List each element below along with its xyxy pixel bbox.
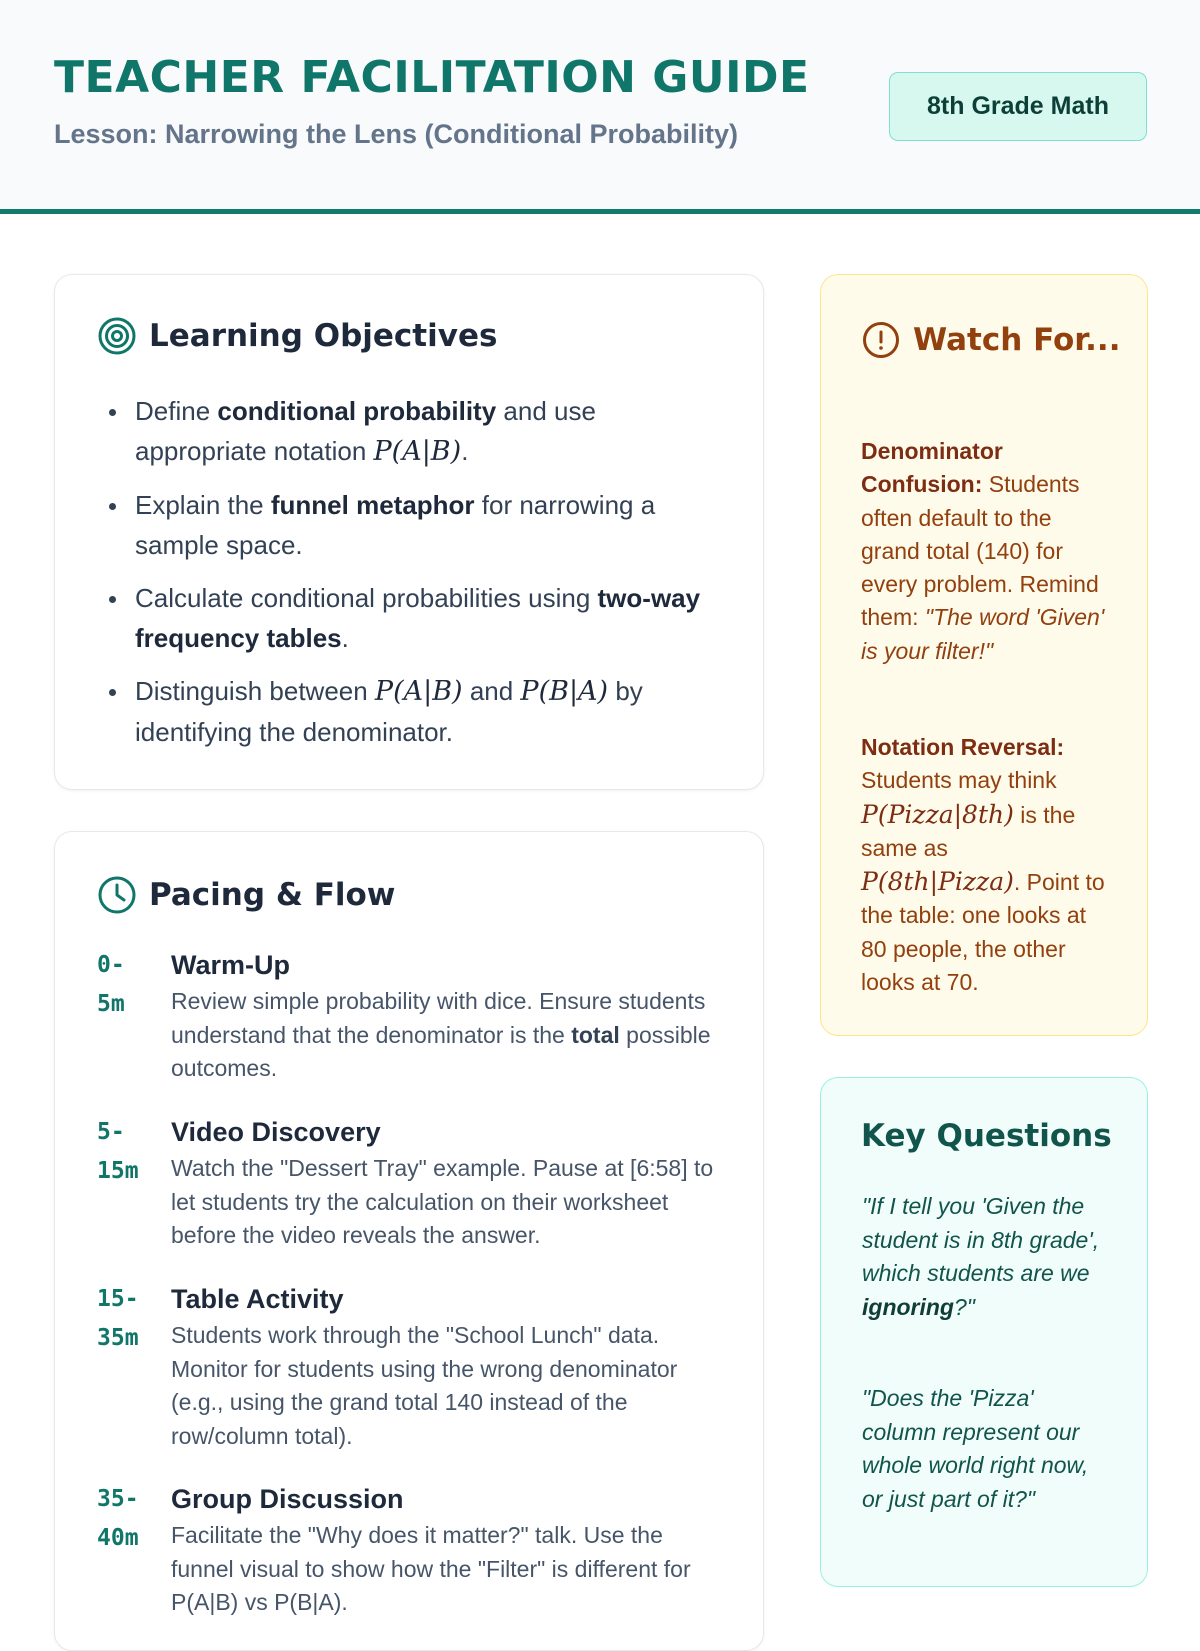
notation-reversal-note: Notation Reversal: Students may think P(Pizza|8th) is the same as P(8th|Pizza). Point to the table: one looks at 80 people, the other looks at 70.	[861, 734, 1105, 996]
pacing-card	[54, 831, 764, 1651]
list-item: Calculate conditional probabilities using two-way frequency tables.	[97, 578, 727, 658]
pacing-time: 35- 40m	[97, 1486, 139, 1551]
list-item: Distinguish between P(A|B) and P(B|A) by identifying the denominator.	[97, 671, 727, 752]
key-question: "Does the 'Pizza' column represent our whole world right now, or just part of it?"	[862, 1385, 1089, 1512]
lesson-subtitle: Lesson: Narrowing the Lens (Conditional Probability)	[54, 119, 739, 149]
list-item: Define conditional probability and use appropriate notation P(A|B).	[97, 391, 727, 472]
pacing-title: Warm-Up	[171, 950, 290, 980]
pacing-description: Review simple probability with dice. Ensure students understand that the denominator is the total possible outcomes.	[171, 988, 711, 1081]
clock-icon	[97, 875, 137, 915]
watch-for-heading: Watch For...	[913, 322, 1121, 358]
watch-for-header	[861, 317, 1121, 363]
pacing-item-table-activity	[97, 1280, 717, 1454]
pacing-header	[97, 875, 395, 915]
key-questions-card	[820, 1077, 1148, 1587]
pacing-title: Group Discussion	[171, 1484, 404, 1514]
pacing-heading: Pacing & Flow	[149, 877, 396, 913]
denominator-confusion-note: Denominator Confusion: Students often default to the grand total (140) for every problem. Remind them: "The word 'Given' is your filter!"	[861, 438, 1105, 664]
pacing-title: Video Discovery	[171, 1117, 381, 1147]
pacing-item-video-discovery	[97, 1113, 717, 1253]
pacing-item-group-discussion	[97, 1480, 717, 1620]
pacing-time: 15- 35m	[97, 1286, 139, 1351]
target-icon	[97, 316, 137, 356]
pacing-title: Table Activity	[171, 1284, 344, 1314]
pacing-item-warm-up	[97, 946, 717, 1086]
objectives-heading: Learning Objectives	[149, 318, 498, 354]
pacing-description: Students work through the "School Lunch" data. Monitor for students using the wrong denominator (e.g., using the grand total 140 instead of the row/column total).	[171, 1322, 678, 1449]
key-questions-heading: Key Questions	[861, 1118, 1112, 1154]
objectives-header	[97, 316, 497, 356]
pacing-time: 5- 15m	[97, 1119, 139, 1184]
watch-for-card	[820, 274, 1148, 1036]
key-question: "If I tell you 'Given the student is in 8th grade', which students are we ignoring?"	[862, 1193, 1100, 1320]
alert-circle-icon	[861, 320, 901, 360]
pacing-description: Watch the "Dessert Tray" example. Pause at [6:58] to let students try the calculation on their worksheet before the video reveals the answer.	[171, 1155, 714, 1248]
pacing-time: 0- 5m	[97, 952, 125, 1017]
pacing-description: Facilitate the "Why does it matter?" talk. Use the funnel visual to show how the "Filter" is different for P(A|B) vs P(B|A).	[171, 1522, 691, 1615]
objectives-list	[97, 391, 727, 765]
learning-objectives-card	[54, 274, 764, 790]
page-header	[0, 0, 1200, 214]
list-item: Explain the funnel metaphor for narrowing a sample space.	[97, 485, 727, 565]
page-title: TEACHER FACILITATION GUIDE	[54, 52, 810, 103]
grade-badge: 8th Grade Math	[889, 72, 1147, 141]
